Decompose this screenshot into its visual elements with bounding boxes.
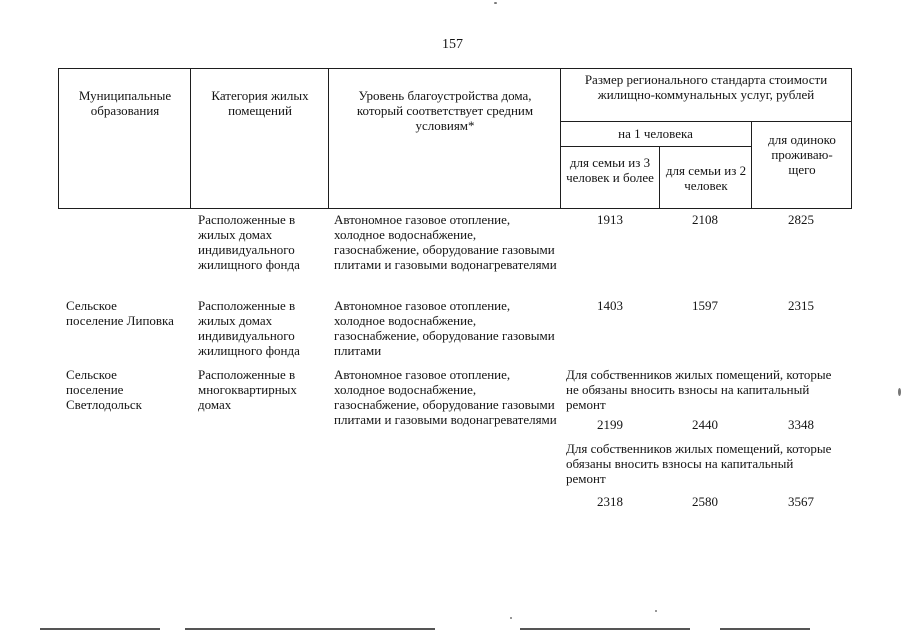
header-per-person: на 1 человека (618, 126, 693, 141)
table-top-border (58, 68, 852, 69)
header-category: Категория жилых помещений (211, 88, 309, 118)
row3-municipality: Сельское поселение Светлодольск (66, 367, 142, 412)
table-right-border (851, 68, 852, 209)
column-divider-3 (560, 68, 561, 209)
header-family3: для семьи из 3 человек и более (566, 155, 654, 185)
row3-subgroup2-family3: 2318 (597, 494, 623, 509)
scan-bottom-edge (185, 628, 435, 630)
row2-family3: 1403 (597, 298, 623, 313)
row3-subgroup1-family3: 2199 (597, 417, 623, 432)
scan-speck (655, 610, 657, 612)
row3-level: Автономное газовое отопление, холодное водоснабжение, газоснабжение, оборудование газовыми плитами и газовыми водонагревателями (334, 367, 557, 427)
column-divider-4 (659, 146, 660, 209)
scan-speck (510, 617, 512, 619)
row3-category: Расположенные в многоквартирных домах (198, 367, 297, 412)
scan-speck (898, 388, 901, 396)
row2-level: Автономное газовое отопление, холодное водоснабжение, газоснабжение, оборудование газовыми плитами (334, 298, 555, 358)
row2-category: Расположенные в жилых домах индивидуального жилищного фонда (198, 298, 300, 358)
row3-subgroup1-single: 3348 (788, 417, 814, 432)
row3-subgroup2-note: Для собственников жилых помещений, которые обязаны вносить взносы на капитальный ремонт (566, 441, 832, 486)
column-divider-1 (190, 68, 191, 209)
column-divider-5 (751, 121, 752, 209)
row1-family2: 2108 (692, 212, 718, 227)
scan-bottom-edge (720, 628, 810, 630)
table-header-bottom-border (58, 208, 852, 209)
scan-bottom-edge (40, 628, 160, 630)
header-single: для одиноко проживаю-щего (768, 132, 836, 177)
row1-category: Расположенные в жилых домах индивидуального жилищного фонда (198, 212, 300, 272)
header-level: Уровень благоустройства дома, который соответствует средним условиям* (356, 88, 534, 133)
row3-subgroup1-note: Для собственников жилых помещений, которые не обязаны вносить взносы на капитальный ремонт (566, 367, 832, 412)
page-number: 157 (442, 37, 463, 52)
row2-municipality: Сельское поселение Липовка (66, 298, 174, 328)
header-family2: для семьи из 2 человек (665, 163, 747, 193)
row1-family3: 1913 (597, 212, 623, 227)
row1-single: 2825 (788, 212, 814, 227)
table-left-border (58, 68, 59, 209)
header-municipality: Муниципальные образования (78, 88, 172, 118)
scan-bottom-edge (520, 628, 690, 630)
row3-subgroup2-single: 3567 (788, 494, 814, 509)
row3-subgroup1-family2: 2440 (692, 417, 718, 432)
row1-level: Автономное газовое отопление, холодное водоснабжение, газоснабжение, оборудование газовыми плитами и газовыми водонагревателями (334, 212, 557, 272)
row3-subgroup2-family2: 2580 (692, 494, 718, 509)
row2-single: 2315 (788, 298, 814, 313)
standard-size-divider (560, 121, 852, 122)
row2-family2: 1597 (692, 298, 718, 313)
per-person-divider (560, 146, 751, 147)
column-divider-2 (328, 68, 329, 209)
header-standard-size: Размер регионального стандарта стоимости жилищно-коммунальных услуг, рублей (584, 72, 828, 102)
scan-speck (494, 2, 497, 4)
